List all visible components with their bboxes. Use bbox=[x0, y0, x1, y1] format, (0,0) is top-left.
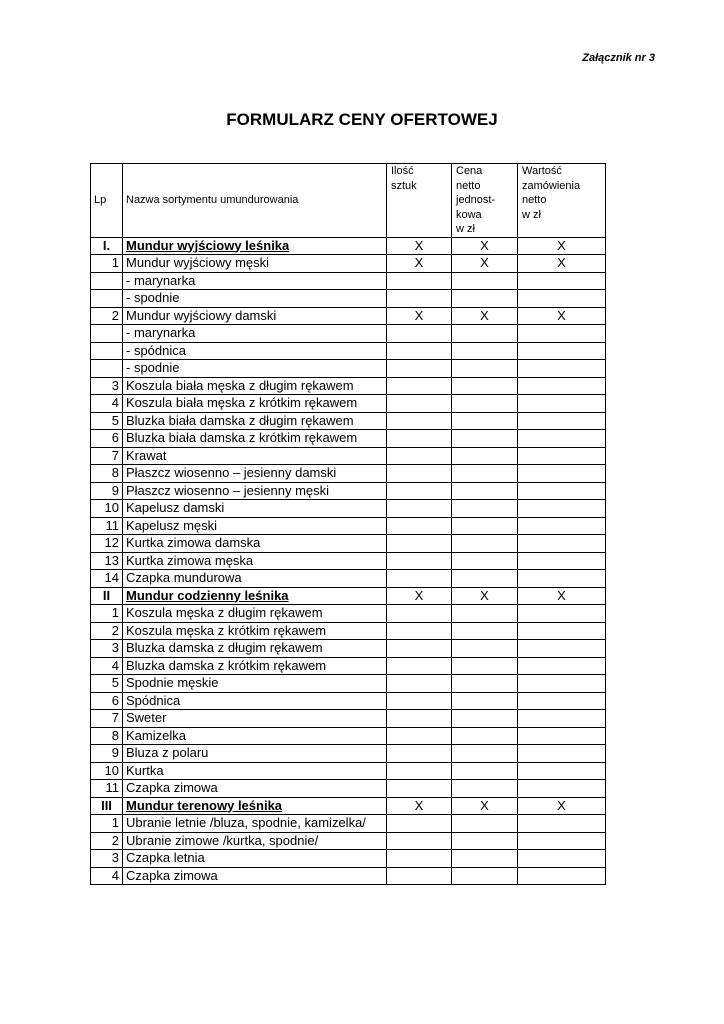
row-number: 1 bbox=[91, 255, 123, 273]
quantity-cell bbox=[387, 762, 452, 780]
row-number: 2 bbox=[91, 832, 123, 850]
item-name-cell: Kurtka zimowa damska bbox=[123, 535, 387, 553]
quantity-cell bbox=[387, 867, 452, 885]
item-name-cell: Ubranie letnie /bluza, spodnie, kamizelka/ bbox=[123, 815, 387, 833]
table-row bbox=[91, 710, 606, 728]
row-number: 5 bbox=[91, 675, 123, 693]
unit-price-cell bbox=[452, 482, 518, 500]
quantity-cell bbox=[387, 447, 452, 465]
offer-price-table bbox=[90, 163, 606, 885]
row-number: 5 bbox=[91, 412, 123, 430]
order-value-cell: X bbox=[518, 797, 606, 815]
order-value-cell bbox=[518, 412, 606, 430]
table-row bbox=[91, 412, 606, 430]
unit-price-cell bbox=[452, 850, 518, 868]
unit-price-cell bbox=[452, 745, 518, 763]
order-value-cell bbox=[518, 290, 606, 308]
unit-price-cell bbox=[452, 762, 518, 780]
quantity-cell bbox=[387, 535, 452, 553]
order-value-cell bbox=[518, 762, 606, 780]
unit-price-cell bbox=[452, 360, 518, 378]
table-row bbox=[91, 290, 606, 308]
item-name-cell: Kapelusz damski bbox=[123, 500, 387, 518]
order-value-cell bbox=[518, 272, 606, 290]
unit-price-cell bbox=[452, 692, 518, 710]
item-name-cell: Bluzka damska z krótkim rękawem bbox=[123, 657, 387, 675]
quantity-cell bbox=[387, 622, 452, 640]
row-number: 8 bbox=[91, 465, 123, 483]
row-number: 4 bbox=[91, 867, 123, 885]
order-value-cell bbox=[518, 727, 606, 745]
table-body bbox=[91, 237, 606, 885]
unit-price-cell bbox=[452, 465, 518, 483]
unit-price-cell: X bbox=[452, 237, 518, 255]
row-number: 3 bbox=[91, 850, 123, 868]
item-name-cell: Kurtka bbox=[123, 762, 387, 780]
order-value-cell bbox=[518, 692, 606, 710]
item-name-cell: Spodnie męskie bbox=[123, 675, 387, 693]
item-name-cell: Spódnica bbox=[123, 692, 387, 710]
order-value-cell bbox=[518, 360, 606, 378]
attachment-label: Załącznik nr 3 bbox=[582, 52, 655, 64]
item-name-cell: Koszula biała męska z krótkim rękawem bbox=[123, 395, 387, 413]
unit-price-cell bbox=[452, 727, 518, 745]
quantity-cell bbox=[387, 710, 452, 728]
item-name-cell: Płaszcz wiosenno – jesienny damski bbox=[123, 465, 387, 483]
table-row bbox=[91, 552, 606, 570]
table-row bbox=[91, 605, 606, 623]
row-number: 7 bbox=[91, 710, 123, 728]
order-value-cell bbox=[518, 465, 606, 483]
item-name-cell: - spódnica bbox=[123, 342, 387, 360]
quantity-cell bbox=[387, 850, 452, 868]
row-number: 9 bbox=[91, 745, 123, 763]
item-name-cell: Bluzka biała damska z krótkim rękawem bbox=[123, 430, 387, 448]
item-name-cell: Koszula męska z długim rękawem bbox=[123, 605, 387, 623]
table-row bbox=[91, 780, 606, 798]
unit-price-cell bbox=[452, 657, 518, 675]
row-number: 7 bbox=[91, 447, 123, 465]
table-row bbox=[91, 255, 606, 273]
item-name-cell: Czapka zimowa bbox=[123, 780, 387, 798]
order-value-cell bbox=[518, 570, 606, 588]
order-value-cell bbox=[518, 377, 606, 395]
item-name-cell: Bluzka damska z długim rękawem bbox=[123, 640, 387, 658]
table-row bbox=[91, 325, 606, 343]
row-number: 11 bbox=[91, 780, 123, 798]
table-row bbox=[91, 727, 606, 745]
order-value-cell bbox=[518, 640, 606, 658]
item-name-cell: Czapka zimowa bbox=[123, 867, 387, 885]
item-name-cell: Koszula męska z krótkim rękawem bbox=[123, 622, 387, 640]
row-number: 9 bbox=[91, 482, 123, 500]
unit-price-cell bbox=[452, 710, 518, 728]
item-name-cell: Bluzka biała damska z długim rękawem bbox=[123, 412, 387, 430]
quantity-cell bbox=[387, 570, 452, 588]
row-number: 4 bbox=[91, 395, 123, 413]
order-value-cell bbox=[518, 517, 606, 535]
item-name-cell: Mundur wyjściowy męski bbox=[123, 255, 387, 273]
order-value-cell bbox=[518, 850, 606, 868]
order-value-cell bbox=[518, 605, 606, 623]
row-number: 11 bbox=[91, 517, 123, 535]
table-row bbox=[91, 850, 606, 868]
quantity-cell bbox=[387, 517, 452, 535]
section-row bbox=[91, 797, 606, 815]
row-number bbox=[91, 272, 123, 290]
quantity-cell: X bbox=[387, 587, 452, 605]
quantity-cell bbox=[387, 832, 452, 850]
order-value-cell bbox=[518, 482, 606, 500]
section-title: Mundur wyjściowy leśnika bbox=[126, 237, 290, 253]
item-name-cell: Kapelusz męski bbox=[123, 517, 387, 535]
row-number: 1 bbox=[91, 605, 123, 623]
order-value-cell: X bbox=[518, 237, 606, 255]
quantity-cell bbox=[387, 395, 452, 413]
item-name-cell: - marynarka bbox=[123, 325, 387, 343]
table-row bbox=[91, 762, 606, 780]
table-row bbox=[91, 570, 606, 588]
order-value-cell bbox=[518, 657, 606, 675]
order-value-cell bbox=[518, 780, 606, 798]
quantity-cell bbox=[387, 272, 452, 290]
item-name-cell: Koszula biała męska z długim rękawem bbox=[123, 377, 387, 395]
row-number: 14 bbox=[91, 570, 123, 588]
item-name-cell: Sweter bbox=[123, 710, 387, 728]
unit-price-cell bbox=[452, 675, 518, 693]
item-name-cell: Czapka mundurowa bbox=[123, 570, 387, 588]
quantity-cell: X bbox=[387, 255, 452, 273]
quantity-cell bbox=[387, 727, 452, 745]
row-number bbox=[91, 342, 123, 360]
table-row bbox=[91, 832, 606, 850]
quantity-cell bbox=[387, 500, 452, 518]
unit-price-cell bbox=[452, 395, 518, 413]
unit-price-cell: X bbox=[452, 255, 518, 273]
row-number: 10 bbox=[91, 500, 123, 518]
quantity-cell bbox=[387, 430, 452, 448]
unit-price-cell bbox=[452, 832, 518, 850]
header-lp: Lp bbox=[91, 164, 123, 238]
row-number: II bbox=[91, 587, 123, 605]
quantity-cell: X bbox=[387, 797, 452, 815]
unit-price-cell bbox=[452, 570, 518, 588]
table-row bbox=[91, 482, 606, 500]
unit-price-cell bbox=[452, 412, 518, 430]
section-title-cell bbox=[123, 587, 387, 605]
section-title: Mundur terenowy leśnika bbox=[126, 797, 283, 813]
table-row bbox=[91, 640, 606, 658]
unit-price-cell bbox=[452, 780, 518, 798]
table-row bbox=[91, 675, 606, 693]
quantity-cell bbox=[387, 342, 452, 360]
unit-price-cell bbox=[452, 605, 518, 623]
order-value-cell bbox=[518, 552, 606, 570]
unit-price-cell bbox=[452, 552, 518, 570]
table-row bbox=[91, 430, 606, 448]
table-row bbox=[91, 745, 606, 763]
order-value-cell bbox=[518, 395, 606, 413]
item-name-cell: Mundur wyjściowy damski bbox=[123, 307, 387, 325]
row-number: 3 bbox=[91, 377, 123, 395]
section-title-cell bbox=[123, 237, 387, 255]
quantity-cell bbox=[387, 412, 452, 430]
unit-price-cell bbox=[452, 377, 518, 395]
table-row bbox=[91, 307, 606, 325]
row-number: 12 bbox=[91, 535, 123, 553]
item-name-cell: Czapka letnia bbox=[123, 850, 387, 868]
section-row bbox=[91, 587, 606, 605]
table-row bbox=[91, 500, 606, 518]
section-title-cell bbox=[123, 797, 387, 815]
table-row bbox=[91, 360, 606, 378]
table-row bbox=[91, 377, 606, 395]
table-row bbox=[91, 342, 606, 360]
unit-price-cell bbox=[452, 342, 518, 360]
order-value-cell bbox=[518, 535, 606, 553]
order-value-cell bbox=[518, 342, 606, 360]
order-value-cell bbox=[518, 430, 606, 448]
row-number: 2 bbox=[91, 622, 123, 640]
item-name-cell: - spodnie bbox=[123, 290, 387, 308]
table-row bbox=[91, 517, 606, 535]
unit-price-cell bbox=[452, 290, 518, 308]
quantity-cell bbox=[387, 377, 452, 395]
row-number bbox=[91, 360, 123, 378]
order-value-cell bbox=[518, 710, 606, 728]
item-name-cell: Bluza z polaru bbox=[123, 745, 387, 763]
row-number: 8 bbox=[91, 727, 123, 745]
row-number: 1 bbox=[91, 815, 123, 833]
order-value-cell bbox=[518, 447, 606, 465]
header-unit-price: Cena netto jednost- kowa w zł bbox=[452, 164, 518, 238]
item-name-cell: Kurtka zimowa męska bbox=[123, 552, 387, 570]
unit-price-cell bbox=[452, 272, 518, 290]
header-item-name: Nazwa sortymentu umundurowania bbox=[123, 164, 387, 238]
unit-price-cell bbox=[452, 815, 518, 833]
unit-price-cell bbox=[452, 517, 518, 535]
section-title: Mundur codzienny leśnika bbox=[126, 587, 289, 603]
unit-price-cell bbox=[452, 500, 518, 518]
order-value-cell: X bbox=[518, 587, 606, 605]
row-number: I. bbox=[91, 237, 123, 255]
quantity-cell bbox=[387, 360, 452, 378]
quantity-cell bbox=[387, 692, 452, 710]
row-number: 6 bbox=[91, 692, 123, 710]
row-number: 6 bbox=[91, 430, 123, 448]
order-value-cell bbox=[518, 622, 606, 640]
unit-price-cell: X bbox=[452, 797, 518, 815]
order-value-cell bbox=[518, 815, 606, 833]
unit-price-cell bbox=[452, 430, 518, 448]
unit-price-cell: X bbox=[452, 587, 518, 605]
quantity-cell bbox=[387, 290, 452, 308]
quantity-cell bbox=[387, 465, 452, 483]
quantity-cell bbox=[387, 675, 452, 693]
row-number bbox=[91, 290, 123, 308]
unit-price-cell bbox=[452, 640, 518, 658]
item-name-cell: Płaszcz wiosenno – jesienny męski bbox=[123, 482, 387, 500]
row-number: 4 bbox=[91, 657, 123, 675]
order-value-cell bbox=[518, 832, 606, 850]
item-name-cell: Kamizelka bbox=[123, 727, 387, 745]
order-value-cell bbox=[518, 325, 606, 343]
order-value-cell bbox=[518, 745, 606, 763]
item-name-cell: Ubranie zimowe /kurtka, spodnie/ bbox=[123, 832, 387, 850]
table-row bbox=[91, 815, 606, 833]
quantity-cell bbox=[387, 815, 452, 833]
row-number: III bbox=[91, 797, 123, 815]
quantity-cell: X bbox=[387, 237, 452, 255]
order-value-cell bbox=[518, 675, 606, 693]
table-header-row bbox=[91, 164, 606, 238]
table-row bbox=[91, 535, 606, 553]
row-number: 13 bbox=[91, 552, 123, 570]
quantity-cell bbox=[387, 482, 452, 500]
table-row bbox=[91, 867, 606, 885]
order-value-cell bbox=[518, 867, 606, 885]
unit-price-cell: X bbox=[452, 307, 518, 325]
table-row bbox=[91, 465, 606, 483]
item-name-cell: - marynarka bbox=[123, 272, 387, 290]
table-row bbox=[91, 692, 606, 710]
row-number: 2 bbox=[91, 307, 123, 325]
table-row bbox=[91, 272, 606, 290]
order-value-cell: X bbox=[518, 307, 606, 325]
quantity-cell bbox=[387, 640, 452, 658]
quantity-cell bbox=[387, 657, 452, 675]
unit-price-cell bbox=[452, 535, 518, 553]
row-number: 3 bbox=[91, 640, 123, 658]
quantity-cell: X bbox=[387, 307, 452, 325]
table-row bbox=[91, 395, 606, 413]
unit-price-cell bbox=[452, 622, 518, 640]
quantity-cell bbox=[387, 780, 452, 798]
unit-price-cell bbox=[452, 325, 518, 343]
section-row bbox=[91, 237, 606, 255]
row-number: 10 bbox=[91, 762, 123, 780]
row-number bbox=[91, 325, 123, 343]
unit-price-cell bbox=[452, 447, 518, 465]
quantity-cell bbox=[387, 605, 452, 623]
header-quantity: Ilość sztuk bbox=[387, 164, 452, 238]
quantity-cell bbox=[387, 745, 452, 763]
table-row bbox=[91, 447, 606, 465]
item-name-cell: Krawat bbox=[123, 447, 387, 465]
order-value-cell: X bbox=[518, 255, 606, 273]
document-title: FORMULARZ CENY OFERTOWEJ bbox=[226, 110, 498, 129]
item-name-cell: - spodnie bbox=[123, 360, 387, 378]
table-row bbox=[91, 657, 606, 675]
quantity-cell bbox=[387, 552, 452, 570]
header-order-value: Wartość zamówienia netto w zł bbox=[518, 164, 606, 238]
quantity-cell bbox=[387, 325, 452, 343]
order-value-cell bbox=[518, 500, 606, 518]
unit-price-cell bbox=[452, 867, 518, 885]
table-row bbox=[91, 622, 606, 640]
